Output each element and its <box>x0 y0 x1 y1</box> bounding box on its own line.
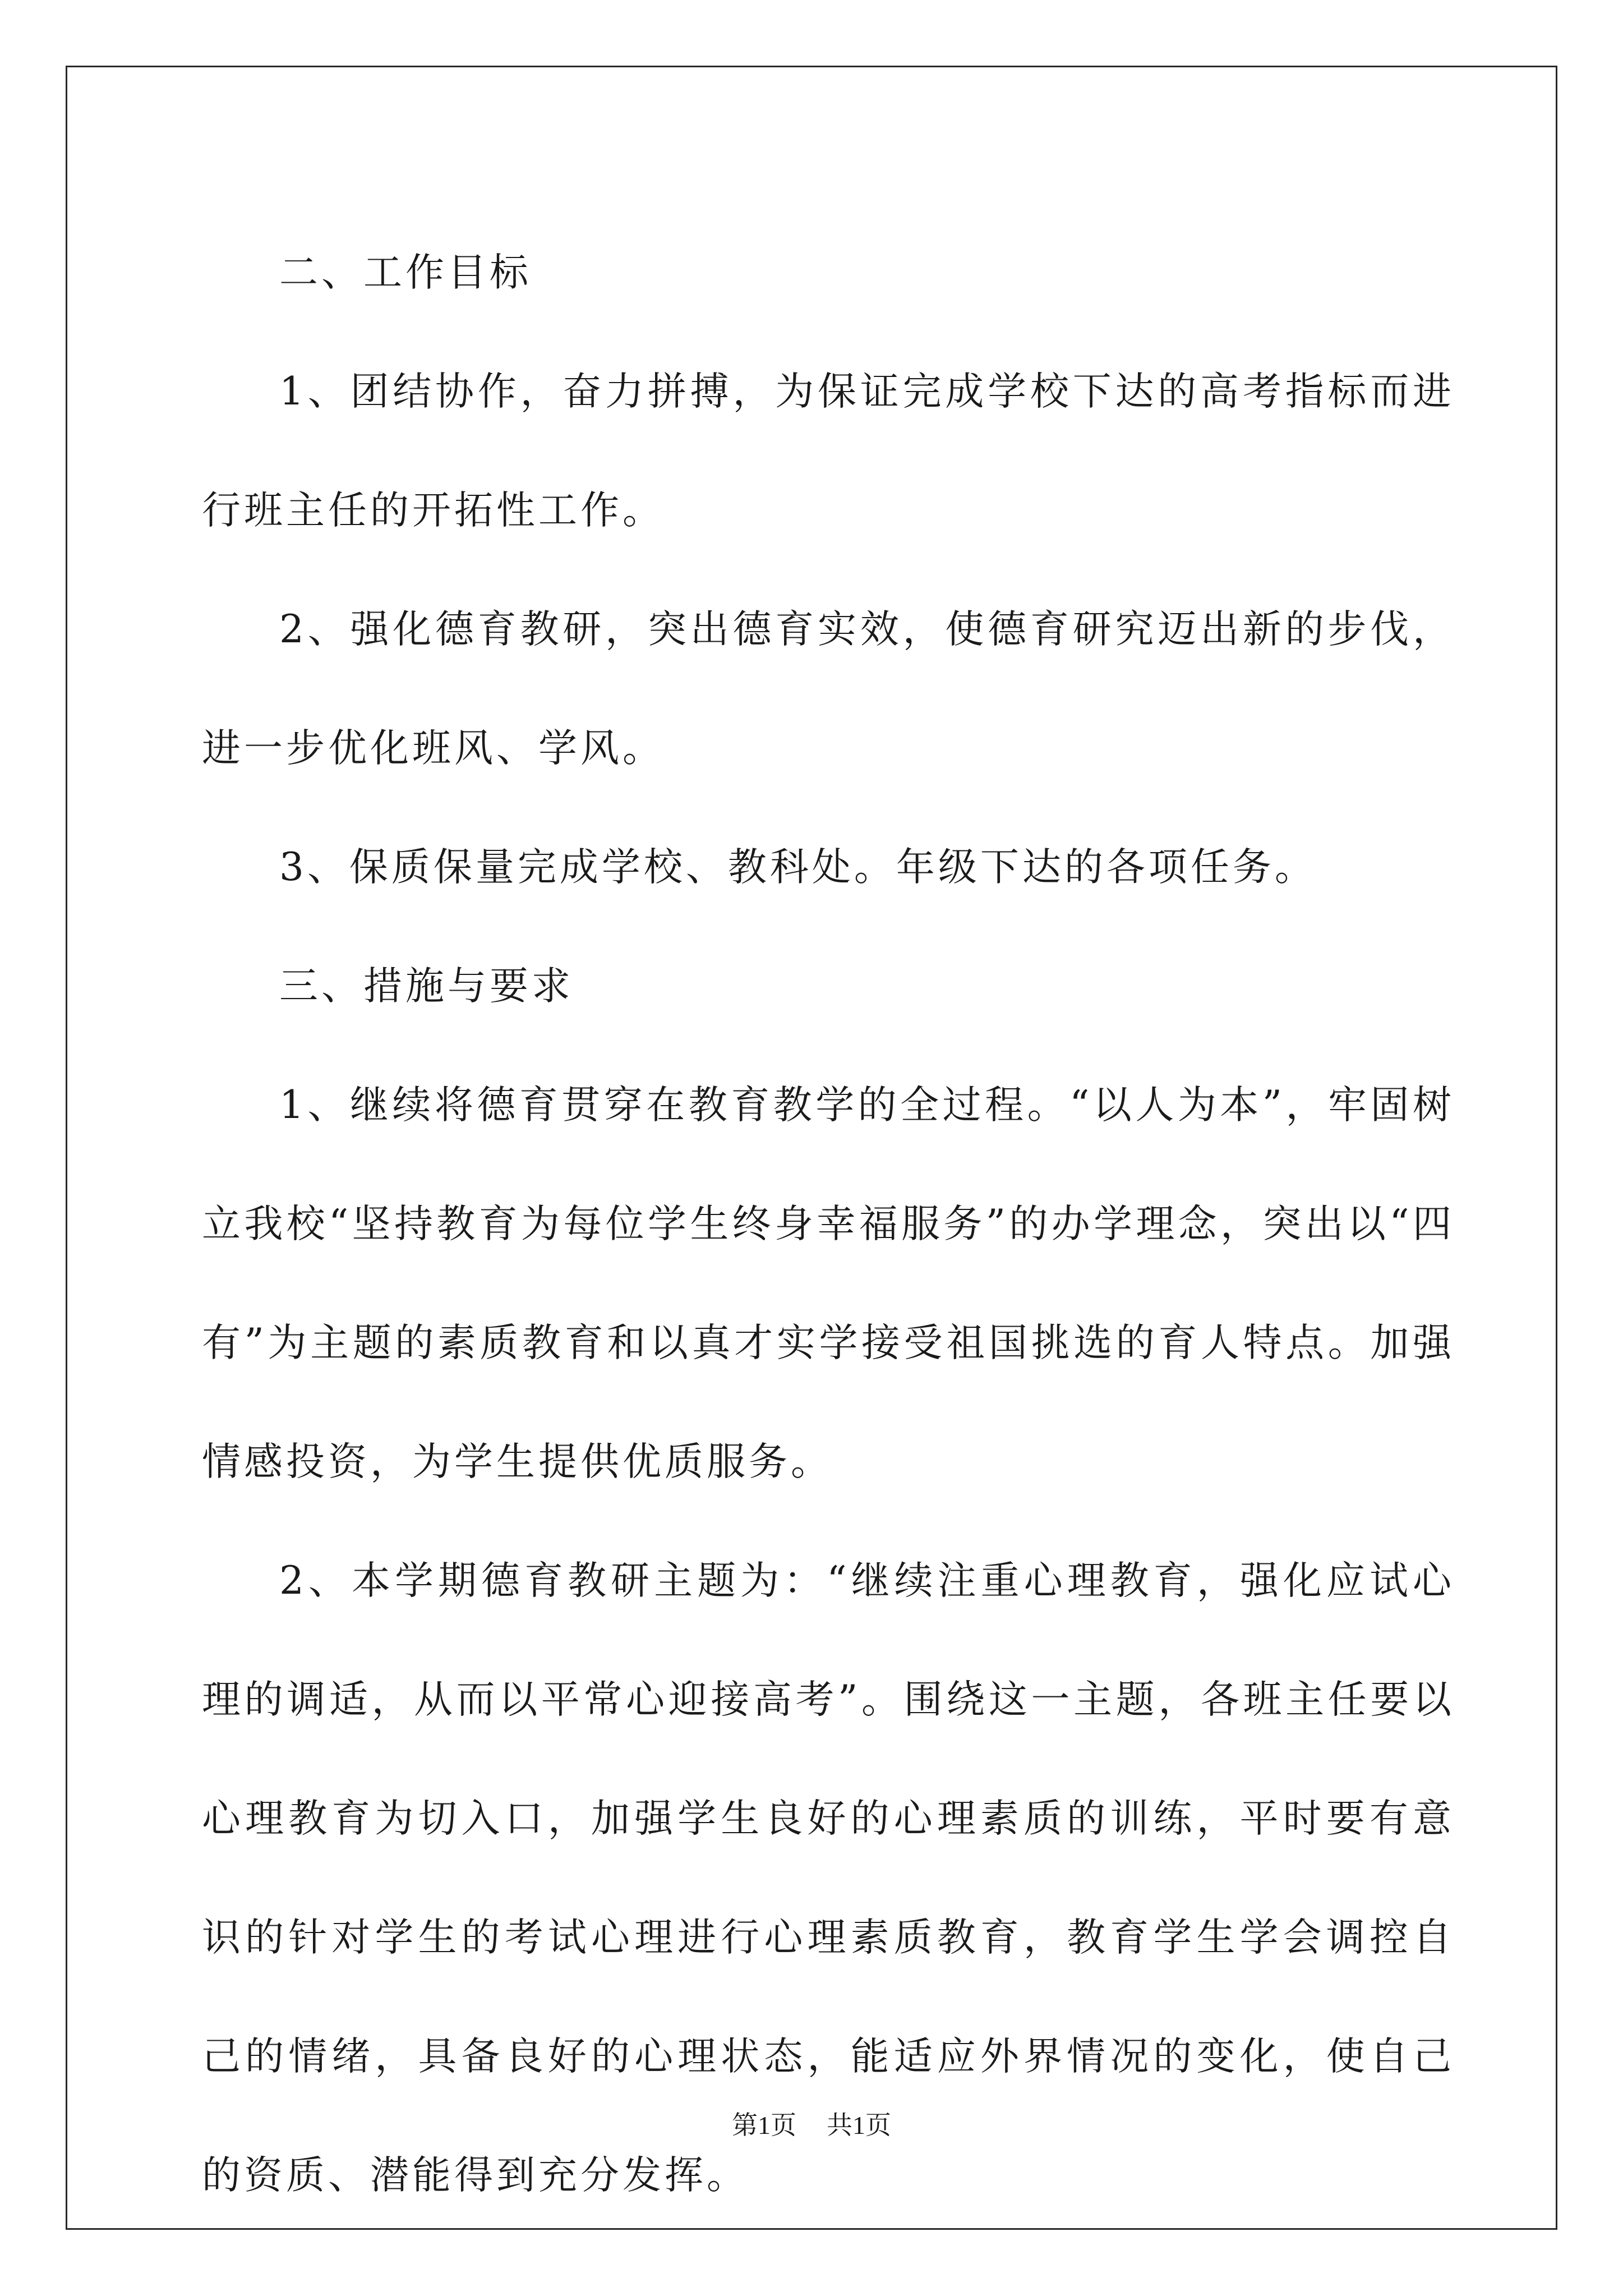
page-total: 共1页 <box>827 2111 891 2139</box>
section-heading-goals: 二、工作目标 <box>279 250 532 295</box>
paragraph-measure-2: 2、本学期德育教研主题为：“继续注重心理教育，强化应试心理的调适，从而以平常心迎接高考”。围绕这一主题，各班主任要以心理教育为切入口，加强学生良好的心理素质的训练，平时要有意识的针对学生的考试心理进行心理素质教育，教育学生学会调控自己的情绪，具备良好的心理状态，能适应外界情况的变化，使自己的资质、潜能得到充分发挥。 <box>202 1558 1455 2198</box>
page-footer <box>0 2105 1623 2142</box>
paragraph-goal-1: 1、团结协作，奋力拼搏，为保证完成学校下达的高考指标而进行班主任的开拓性工作。 <box>202 369 1455 533</box>
section-heading-measures: 三、措施与要求 <box>279 964 574 1009</box>
paragraph-goal-3: 3、保质保量完成学校、教科处。年级下达的各项任务。 <box>279 845 1317 890</box>
document-body <box>202 213 1455 2235</box>
paragraph-goal-2: 2、强化德育教研，突出德育实效，使德育研究迈出新的步伐，进一步优化班风、学风。 <box>202 607 1455 771</box>
page-number: 第1页 <box>732 2111 796 2139</box>
paragraph-measure-1: 1、继续将德育贯穿在教育教学的全过程。“以人为本”，牢固树立我校“坚持教育为每位学生终身幸福服务”的办学理念，突出以“四有”为主题的素质教育和以真才实学接受祖国挑选的育人特点。加强情感投资，为学生提供优质服务。 <box>202 1083 1455 1484</box>
